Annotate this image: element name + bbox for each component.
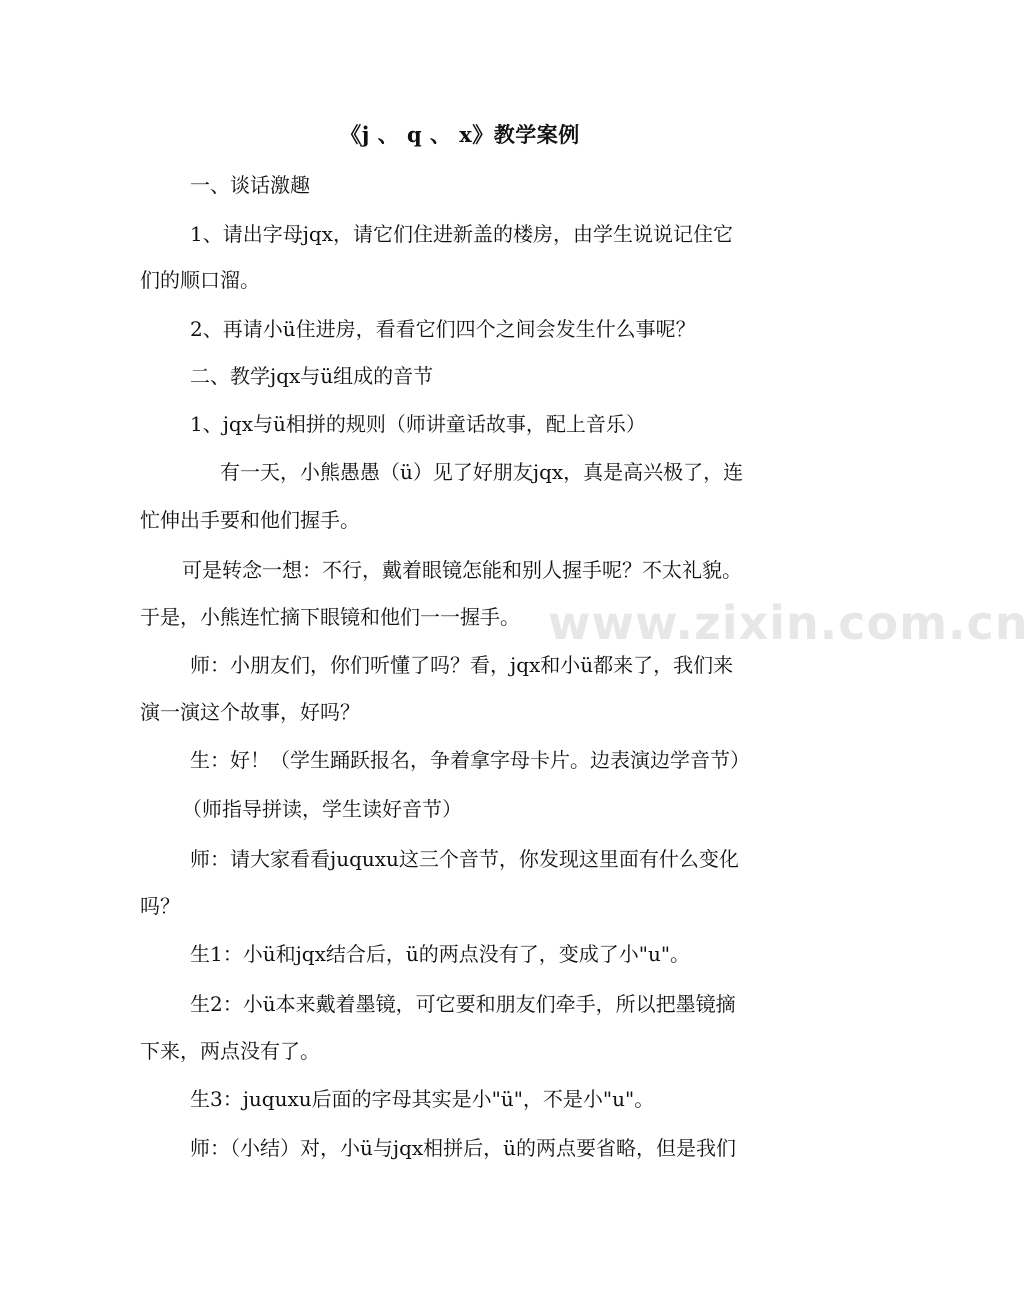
- paragraph-line: 生：好！（学生踊跃报名，争着拿字母卡片。边表演边学音节）: [190, 748, 750, 772]
- paragraph-line: 师：小朋友们，你们听懂了吗？看，jqx和小ü都来了，我们来: [190, 653, 734, 677]
- paragraph-line: 生1：小ü和jqx结合后，ü的两点没有了，变成了小"u"。: [190, 942, 691, 966]
- paragraph-line: 师：请大家看看juquxu这三个音节，你发现这里面有什么变化: [190, 847, 739, 871]
- document-title: 《j 、 q 、 x》教学案例: [340, 122, 580, 147]
- section-heading-2: 二、教学jqx与ü组成的音节: [190, 364, 434, 388]
- paragraph-line: 下来，两点没有了。: [140, 1039, 320, 1063]
- paragraph-line: 可是转念一想：不行，戴着眼镜怎能和别人握手呢？不太礼貌。: [182, 558, 742, 582]
- paragraph-line: 有一天，小熊愚愚（ü）见了好朋友jqx，真是高兴极了，连: [220, 460, 744, 484]
- paragraph-line: 吗？: [140, 894, 180, 918]
- paragraph-line: 于是，小熊连忙摘下眼镜和他们一一握手。: [140, 605, 520, 629]
- paragraph-line: 师：（小结）对，小ü与jqx相拼后，ü的两点要省略，但是我们: [190, 1136, 737, 1160]
- paragraph-line: 演一演这个故事，好吗？: [140, 700, 360, 724]
- paragraph-line: 2、再请小ü住进房，看看它们四个之间会发生什么事呢？: [190, 317, 696, 341]
- paragraph-line: 1、jqx与ü相拼的规则（师讲童话故事，配上音乐）: [190, 412, 646, 436]
- paragraph-line: 1、请出字母jqx，请它们住进新盖的楼房，由学生说说记住它: [190, 222, 734, 246]
- paragraph-line: 生3：juquxu后面的字母其实是小"ü"，不是小"u"。: [190, 1087, 655, 1111]
- section-heading-1: 一、谈话激趣: [190, 173, 310, 197]
- paragraph-line: 生2：小ü本来戴着墨镜，可它要和朋友们牵手，所以把墨镜摘: [190, 992, 736, 1016]
- paragraph-line: 忙伸出手要和他们握手。: [140, 508, 360, 532]
- paragraph-line: 们的顺口溜。: [140, 268, 260, 292]
- paragraph-line: （师指导拼读，学生读好音节）: [182, 797, 462, 821]
- watermark: www.zixin.com.cn: [548, 596, 1029, 650]
